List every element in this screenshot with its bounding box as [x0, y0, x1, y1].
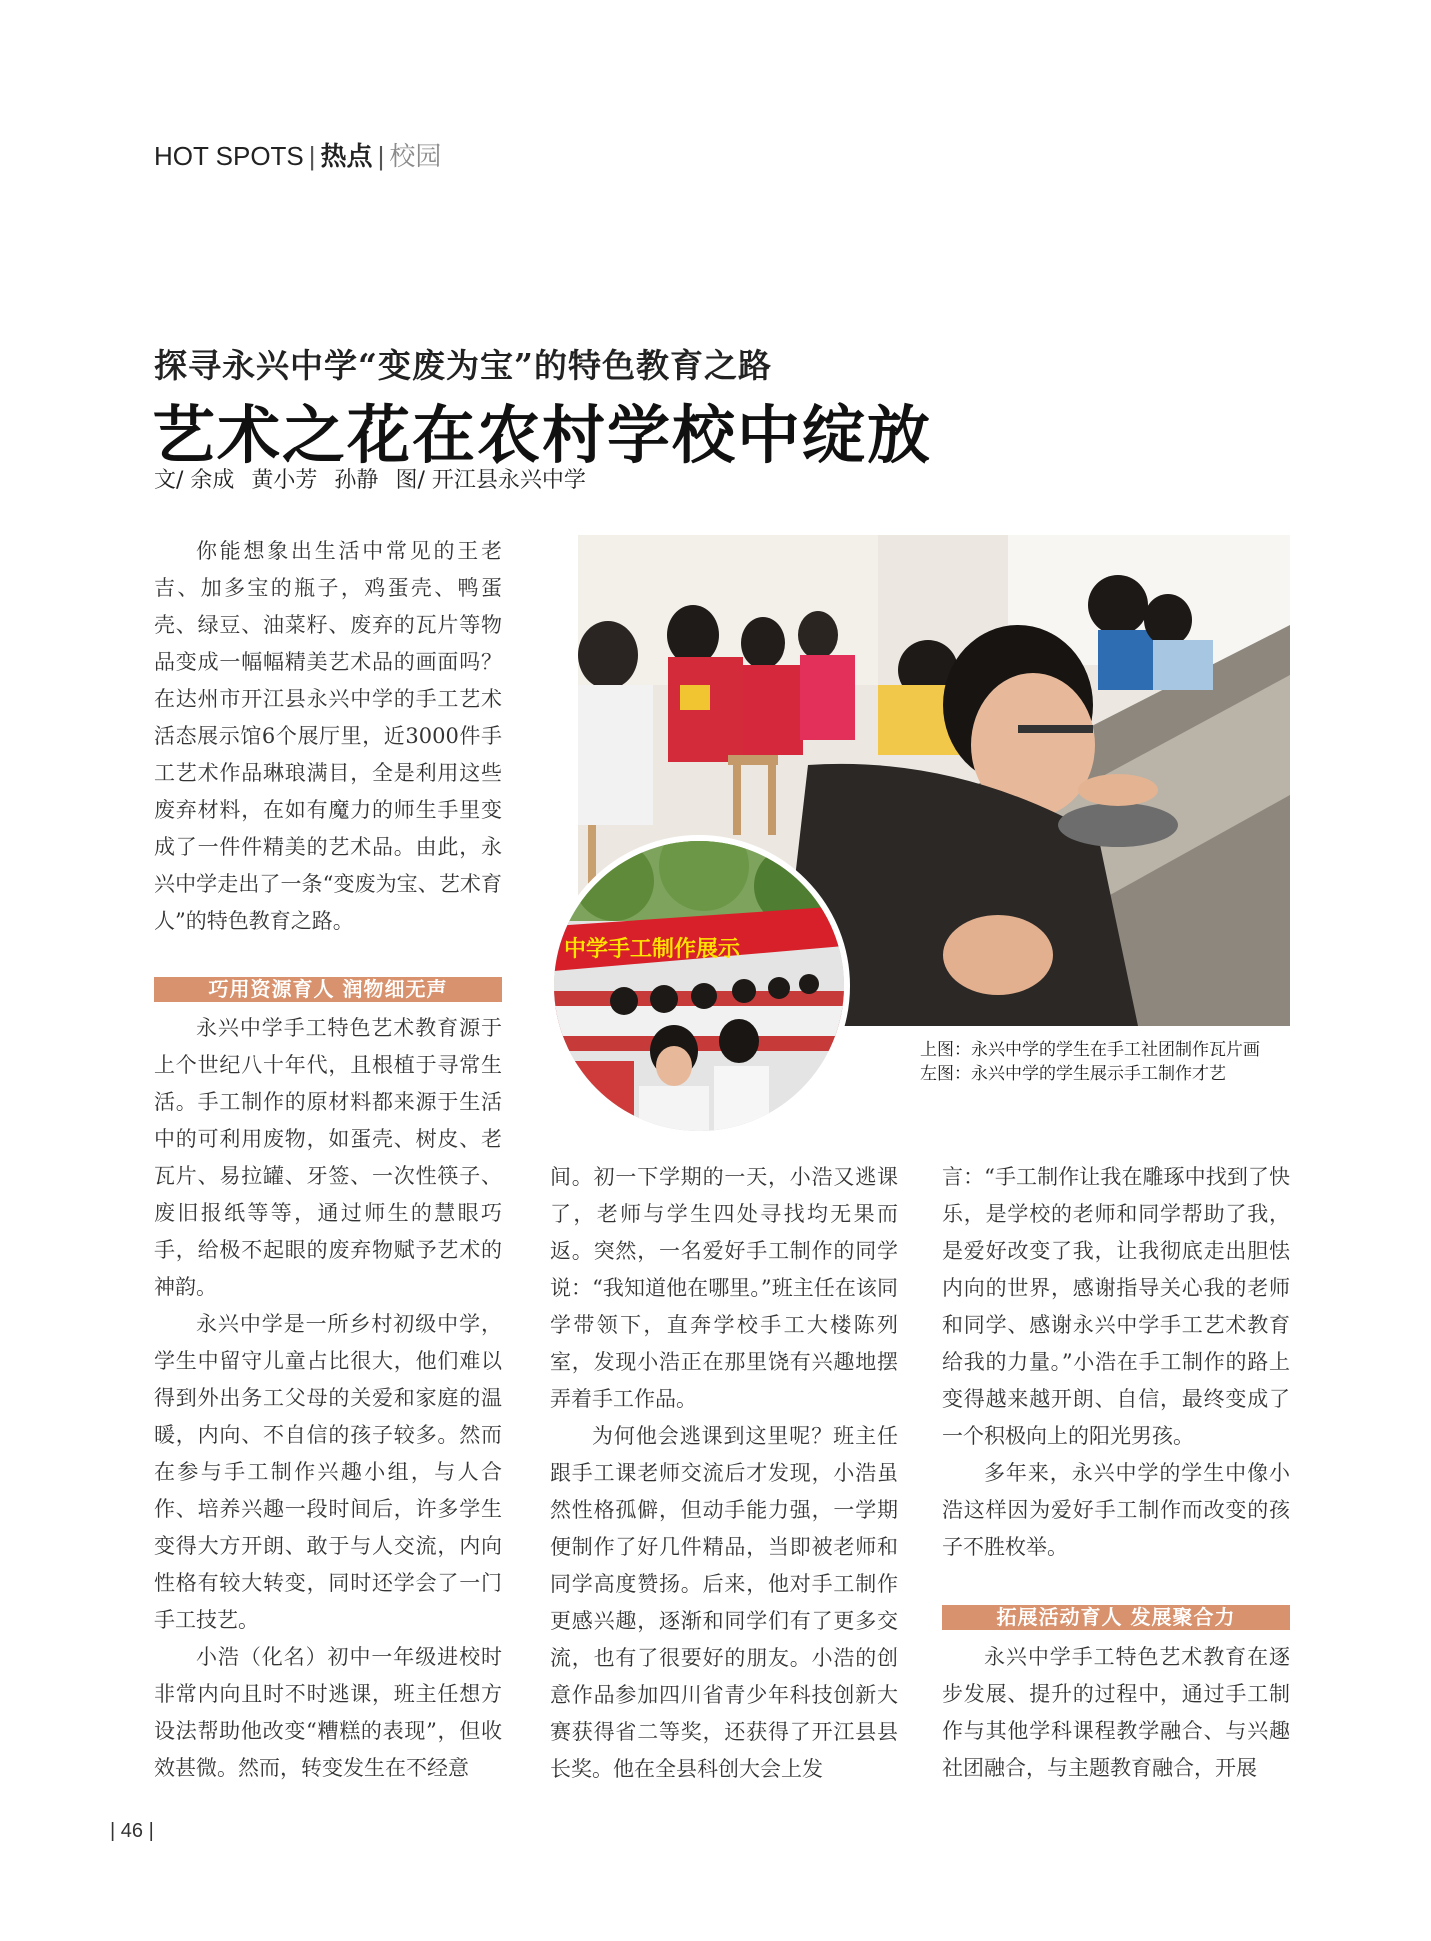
divider: | — [143, 1820, 154, 1842]
paragraph-continued: 间。初一下学期的一天，小浩又逃课了，老师与学生四处寻找均无果而返。突然，一名爱好手工制作的同学说：“我知道他在哪里。”班主任在该同学带领下，直奔学校手工大楼陈列室，发现小浩正在那里饶有兴趣地摆弄着手工作品。 — [550, 1165, 898, 1411]
column-1-body — [154, 1010, 502, 1787]
intro-paragraph — [154, 533, 502, 940]
paragraph: 为何他会逃课到这里呢？班主任跟手工课老师交流后才发现，小浩虽然性格孤僻，但动手能力强，一学期便制作了好几件精品，当即被老师和同学高度赞扬。后来，他对手工制作更感兴趣，逐渐和同学们有了更多交流，也有了很要好的朋友。小浩的创意作品参加四川省青少年科技创新大赛获得省二等奖，还获得了开江县县长奖。他在全县科创大会上发 — [550, 1424, 898, 1781]
caption-left: 左图：永兴中学的学生展示手工制作才艺 — [920, 1064, 1226, 1084]
paragraph: 永兴中学手工特色艺术教育源于上个世纪八十年代，且根植于寻常生活。手工制作的原材料都来源于生活中的可利用废物，如蛋壳、树皮、老瓦片、易拉罐、牙签、一次性筷子、废旧报纸等等，通过师生的慧眼巧手，给极不起眼的废弃物赋予艺术的神韵。 — [154, 1016, 502, 1299]
photo-captions — [920, 1038, 1260, 1086]
column-3-lower — [942, 1639, 1290, 1787]
subheading-1: 巧用资源育人 润物细无声 — [154, 977, 502, 1002]
byline-photo: 图/ 开江县永兴中学 — [395, 468, 586, 493]
article-kicker: 探寻永兴中学“变废为宝”的特色教育之路 — [154, 346, 772, 385]
section-header — [154, 136, 441, 173]
sub-section-label: 校园 — [389, 142, 442, 172]
exhibition-photo — [548, 835, 850, 1137]
divider: | — [110, 1820, 121, 1842]
section-label-en: HOT SPOTS — [154, 141, 304, 171]
byline-author1: 文/ 余成 — [154, 468, 235, 493]
byline — [154, 463, 596, 494]
caption-top: 上图：永兴中学的学生在手工社团制作瓦片画 — [920, 1040, 1260, 1060]
paragraph: 小浩（化名）初中一年级进校时非常内向且时不时逃课，班主任想方设法帮助他改变“糟糕的表现”，但收效甚微。然而，转变发生在不经意 — [154, 1645, 502, 1780]
banner-text: 中学手工制作展示 — [564, 937, 741, 962]
paragraph: 你能想象出生活中常见的王老吉、加多宝的瓶子，鸡蛋壳、鸭蛋壳、绿豆、油菜籽、废弃的瓦片等物品变成一幅幅精美艺术品的画面吗？在达州市开江县永兴中学的手工艺术活态展示馆6个展厅里，近3000件手工艺术作品琳琅满目，全是利用这些废弃材料，在如有魔力的师生手里变成了一件件精美的艺术品。由此，永兴中学走出了一条“变废为宝、艺术育人”的特色教育之路。 — [154, 539, 502, 933]
column-3-body — [942, 1159, 1290, 1566]
exhibition-photo-illustration — [554, 841, 844, 1131]
page-number-value: 46 — [120, 1820, 144, 1842]
paragraph: 永兴中学手工特色艺术教育在逐步发展、提升的过程中，通过手工制作与其他学科课程教学融合、与兴趣社团融合，与主题教育融合，开展 — [942, 1645, 1290, 1780]
byline-author3: 孙静 — [334, 468, 379, 493]
paragraph-continued: 言：“手工制作让我在雕琢中找到了快乐，是学校的老师和同学帮助了我，是爱好改变了我，让我彻底走出胆怯内向的世界，感谢指导关心我的老师和同学、感谢永兴中学手工艺术教育给我的力量。”小浩在手工制作的路上变得越来越开朗、自信，最终变成了一个积极向上的阳光男孩。 — [942, 1165, 1290, 1448]
article-title: 艺术之花在农村学校中绽放 — [152, 399, 932, 472]
byline-author2: 黄小芳 — [251, 468, 318, 493]
paragraph: 多年来，永兴中学的学生中像小浩这样因为爱好手工制作而改变的孩子不胜枚举。 — [942, 1461, 1290, 1559]
page-number — [110, 1820, 154, 1843]
column-2-body — [550, 1159, 898, 1788]
divider: | — [308, 141, 316, 171]
paragraph: 永兴中学是一所乡村初级中学，学生中留守儿童占比很大，他们难以得到外出务工父母的关爱和家庭的温暖，内向、不自信的孩子较多。然而在参与手工制作兴趣小组，与人合作、培养兴趣一段时间后，许多学生变得大方开朗、敢于与人交流，内向性格有较大转变，同时还学会了一门手工技艺。 — [154, 1312, 502, 1632]
subheading-2: 拓展活动育人 发展聚合力 — [942, 1605, 1290, 1630]
section-label-cn: 热点 — [320, 142, 373, 172]
divider: | — [377, 141, 385, 171]
